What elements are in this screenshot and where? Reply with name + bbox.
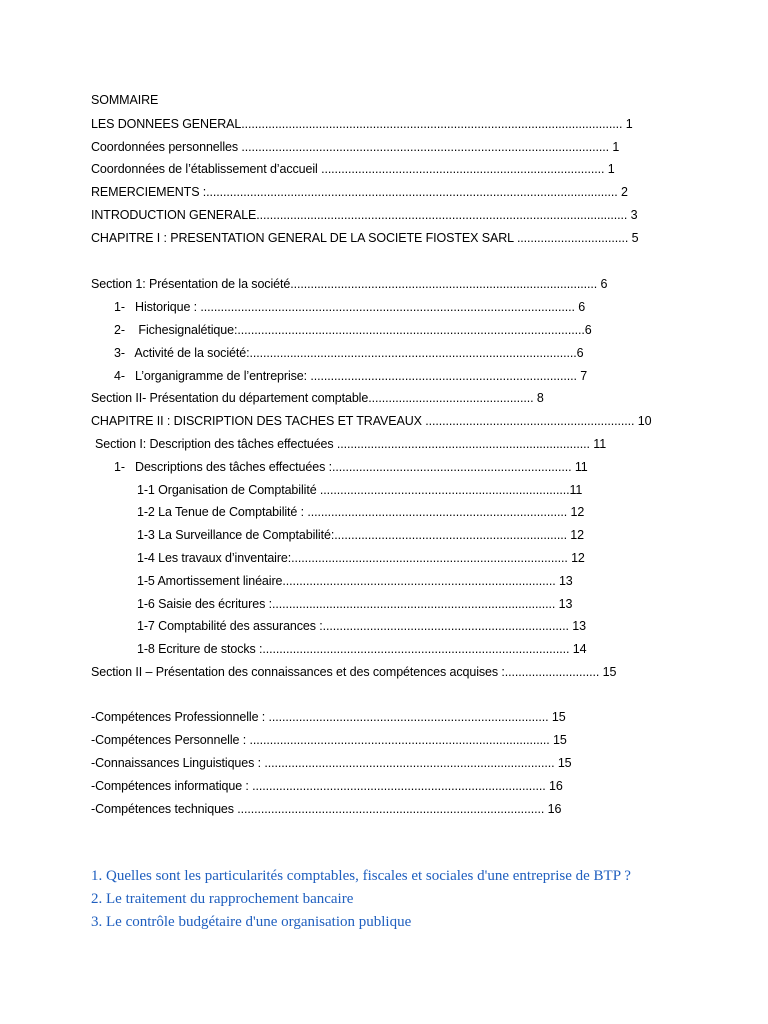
question-link-controle-budgetaire[interactable]: 3. Le contrôle budgétaire d'une organisation publique xyxy=(91,914,412,930)
toc-line-1-7: 1-7 Comptabilité des assurances :......................................................................... 13 xyxy=(137,619,586,633)
toc-line-section-i: Section I: Description des tâches effectuées ........................................................................... 11 xyxy=(95,437,607,451)
toc-line-1-3: 1-3 La Surveillance de Comptabilité:..................................................................... 12 xyxy=(137,528,585,542)
toc-line-1-8: 1-8 Ecriture de stocks :........................................................................................... 14 xyxy=(137,642,587,656)
toc-line-1-4: 1-4 Les travaux d’inventaire:.................................................................................. 12 xyxy=(137,551,585,565)
toc-line-competences-professionnelle: -Compétences Professionnelle : ................................................................................... 15 xyxy=(91,710,566,724)
toc-line-descriptions-taches: 1- Descriptions des tâches effectuées :....................................................................... 11 xyxy=(114,460,588,474)
question-link-btp[interactable]: 1. Quelles sont les particularités comptables, fiscales et sociales d'une entreprise de BTP ? xyxy=(91,868,631,884)
toc-line-1-5: 1-5 Amortissement linéaire................................................................................. 13 xyxy=(137,574,573,588)
toc-line-competences-informatique: -Compétences informatique : ....................................................................................... 16 xyxy=(91,779,563,793)
toc-line-1-1: 1-1 Organisation de Comptabilité ..........................................................................11 xyxy=(137,483,583,497)
toc-line-introduction: INTRODUCTION GENERALE.............................................................................................................. 3 xyxy=(91,208,638,222)
toc-title: SOMMAIRE xyxy=(91,93,159,107)
toc-line-organigramme: 4- L’organigramme de l’entreprise: ............................................................................... 7 xyxy=(114,369,588,383)
toc-line-competences-personnelle: -Compétences Personnelle : ......................................................................................... 15 xyxy=(91,733,567,747)
toc-line-donnees-general: LES DONNEES GENERAL................................................................................................................. 1 xyxy=(91,117,633,131)
toc-line-competences-techniques: -Compétences techniques ........................................................................................... 16 xyxy=(91,802,562,816)
toc-line-section-2: Section II- Présentation du département comptable................................................. 8 xyxy=(91,391,544,405)
toc-line-section-1: Section 1: Présentation de la société........................................................................................... 6 xyxy=(91,277,608,291)
toc-line-section-ii: Section II – Présentation des connaissances et des compétences acquises :............................ 15 xyxy=(91,665,617,679)
toc-line-activite: 3- Activité de la société:.................................................................................................6 xyxy=(114,346,584,360)
question-link-rapprochement[interactable]: 2. Le traitement du rapprochement bancaire xyxy=(91,891,354,907)
toc-line-coordonnees-etablissement: Coordonnées de l’établissement d’accueil .................................................................................... 1 xyxy=(91,162,615,176)
toc-line-1-6: 1-6 Saisie des écritures :.................................................................................... 13 xyxy=(137,597,573,611)
toc-line-chapitre-2: CHAPITRE II : DISCRIPTION DES TACHES ET TRAVEAUX .............................................................. 10 xyxy=(91,414,652,428)
toc-line-fiche-signaletique: 2- Fichesignalétique:.......................................................................................................6 xyxy=(114,323,592,337)
toc-line-1-2: 1-2 La Tenue de Comptabilité : ............................................................................. 12 xyxy=(137,505,585,519)
toc-line-chapitre-1: CHAPITRE I : PRESENTATION GENERAL DE LA SOCIETE FIOSTEX SARL ................................. 5 xyxy=(91,231,639,245)
toc-line-historique: 1- Historique : ............................................................................................................... 6 xyxy=(114,300,586,314)
toc-line-coordonnees-personnelles: Coordonnées personnelles ............................................................................................................. 1 xyxy=(91,140,620,154)
toc-line-remerciements: REMERCIEMENTS :.......................................................................................................................... 2 xyxy=(91,185,628,199)
toc-line-connaissances-linguistiques: -Connaissances Linguistiques : ...................................................................................... 15 xyxy=(91,756,572,770)
